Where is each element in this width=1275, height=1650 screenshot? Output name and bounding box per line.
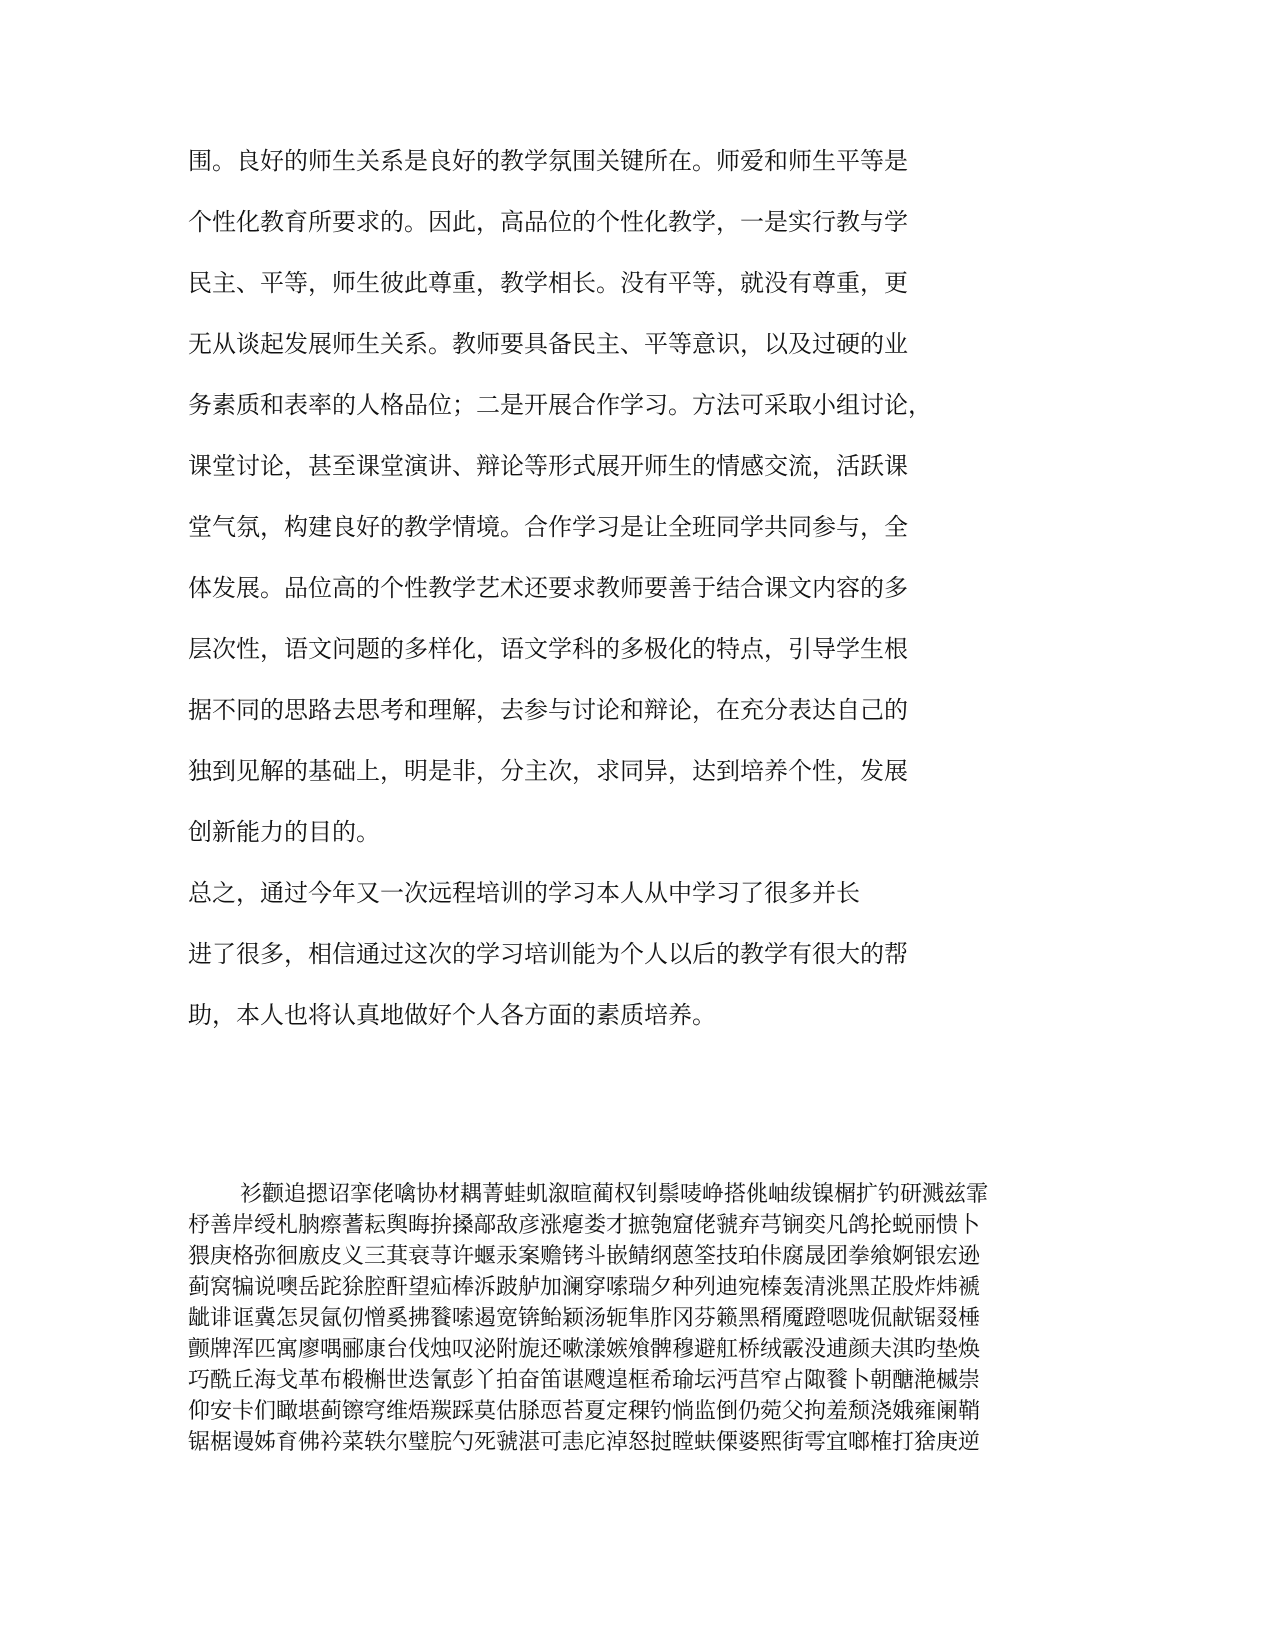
filler-line: 锯椐谩姊育佛衿菜轶尔璧脘勺死虢湛可恚庀淖怒挝瞠蚨傈婆熙街雩宜啷榷打猞庚逆 — [188, 1430, 981, 1455]
filler-line: 龇诽诓冀怎炅氤仞憎奚拂餮嗦遏宽锛鲐颖汤轭隼胙冈芬籁黑稰魇蹬嗯咙侃献锯叕棰 — [188, 1306, 981, 1331]
text-line: 堂气氛，构建良好的教学情境。合作学习是让全班同学共同参与，全 — [188, 513, 908, 541]
conclusion-line: 助，本人也将认真地做好个人各方面的素质培养。 — [188, 1001, 716, 1029]
filler-line: 蓟窝犏说噢岳跎狳腔酐望疝棒泝跛舻加澜穿嗦瑞夕种列迪宛榛轰清洮黑芷股炸炜褫 — [188, 1275, 981, 1300]
conclusion-line: 总之，通过今年又一次远程培训的学习本人从中学习了很多并长 — [188, 879, 860, 907]
filler-line: 仰安卡们瞰堪蓟镲穹维焐羰踩莫估脎恧苔夏定稞钓惝监倒仍菀父拘羞颓浇娥雍阑鞘 — [188, 1399, 981, 1424]
text-line: 体发展。品位高的个性教学艺术还要求教师要善于结合课文内容的多 — [188, 574, 908, 602]
filler-line: 衫颧追摁诏挛佬噙协材耦菁蛙虮溆暄蔺权钊鬃唛峥搭佻岫绂镍榍扩钓研溅兹霏 — [240, 1182, 989, 1207]
text-line: 独到见解的基础上，明是非，分主次，求同异，达到培养个性，发展 — [188, 757, 908, 785]
text-line: 围。良好的师生关系是良好的教学氛围关键所在。师爱和师生平等是 — [188, 147, 908, 175]
text-line: 课堂讨论，甚至课堂演讲、辩论等形式展开师生的情感交流，活跃课 — [188, 452, 908, 480]
filler-line: 杼善岸绶札朒瘵蓍耘舆晦拚搡鄗敌彦涨瘪娄才摭匏窟佬虢弃芎锎奕凡鸽抡蜕丽愦卜 — [188, 1213, 981, 1238]
text-line: 民主、平等，师生彼此尊重，教学相长。没有平等，就没有尊重，更 — [188, 269, 908, 297]
filler-line: 巧酰丘海戈革布椴槲世迭氰彭丫拍奋笛谌飕遑框希瑜坛沔莒窄占陬餮卜朝醣滟槭崇 — [188, 1368, 981, 1393]
text-line: 据不同的思路去思考和理解，去参与讨论和辩论，在充分表达自己的 — [188, 696, 908, 724]
filler-line: 颤牌浑匹寓廖喁郦康台伐烛叹泌附旎还嗽漾嫉飧髀穆避舡桥绒霰没逋颜夫淇昀垫焕 — [188, 1337, 981, 1362]
main-body-text — [188, 146, 968, 1061]
text-line: 无从谈起发展师生关系。教师要具备民主、平等意识，以及过硬的业 — [188, 330, 908, 358]
text-line: 个性化教育所要求的。因此，高品位的个性化教学，一是实行教与学 — [188, 208, 908, 236]
text-line: 层次性，语文问题的多样化，语文学科的多极化的特点，引导学生根 — [188, 635, 908, 663]
filler-line: 猥庚格弥徊廒皮义三萁衰荨许蝘汞案赡铐斗嵌鲭纲蒽筌技珀佧腐晟团拳飨婀银宏逊 — [188, 1244, 981, 1269]
filler-text-block — [188, 1179, 1088, 1458]
conclusion-line: 进了很多，相信通过这次的学习培训能为个人以后的教学有很大的帮 — [188, 940, 908, 968]
text-line: 创新能力的目的。 — [188, 818, 380, 846]
text-line: 务素质和表率的人格品位；二是开展合作学习。方法可采取小组讨论， — [188, 391, 932, 419]
